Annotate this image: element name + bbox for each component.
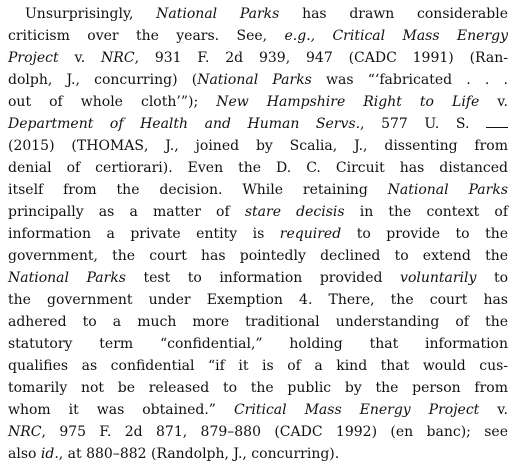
text-line: out of whole cloth’”); New Hampshire Right to Life v. [8,94,509,110]
text-line: tomarily not be released to the public by the person from [8,380,508,396]
text-line: statutory term “confidential,” holding that information [8,336,508,352]
text-line: Unsurprisingly, National Parks has drawn considerable [25,6,508,22]
text-line: (2015) (THOMAS, J., joined by Scalia, J., dissenting from [8,138,509,154]
text-line: qualifies as confidential “if it is of a kind that would cus- [8,358,508,374]
text-line: NRC, 975 F. 2d 871, 879–880 (CADC 1992) (en banc); see [8,424,508,440]
justice-name: THOMAS [76,138,144,154]
text-line: criticism over the years. See, e.g., Critical Mass Energy [8,28,509,44]
text-line: adhered to a much more traditional understanding of the [8,314,508,330]
text-line: denial of certiorari). Even the D. C. Circuit has distanced [8,160,508,176]
opinion-paragraph [8,3,508,465]
text-line: National Parks test to information provided voluntarily to [8,270,508,286]
text-line: information a private entity is required to provide to the [8,226,508,242]
text-line: Department of Health and Human Servs., 577 U. S. [8,113,508,135]
text-line: Project v. NRC, 931 F. 2d 939, 947 (CADC 1991) (Ran- [8,50,508,66]
text-line: also id., at 880–882 (Randolph, J., concurring). [8,446,340,462]
text-line: government, the court has pointedly declined to extend the [8,248,508,264]
text-line: whom it was obtained.” Critical Mass Energy Project v. [8,402,508,418]
page-number-blank [486,115,508,128]
text-line: the government under Exemption 4. There, the court has [8,292,508,308]
text-line: dolph, J., concurring) (National Parks was “‘fabricated . . . [8,72,508,88]
text-line: itself from the decision. While retaining National Parks [8,182,508,198]
text-line: principally as a matter of stare decisis in the context of [8,204,508,220]
